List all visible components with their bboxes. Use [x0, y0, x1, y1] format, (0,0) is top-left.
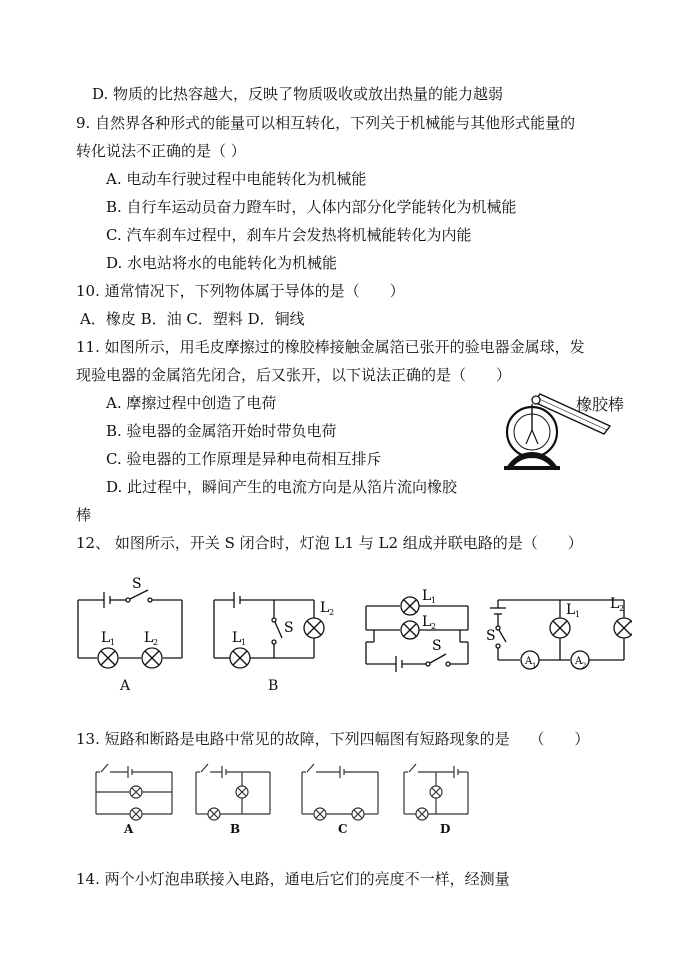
- q13-caption-a: A: [124, 822, 134, 836]
- q9-option-a: A. 电动车行驶过程中电能转化为机械能: [106, 170, 367, 188]
- q13-stem: 13. 短路和断路是电路中常见的故障，下列四幅图有短路现象的是 （ ）: [76, 730, 590, 748]
- q12-circuit-d: [484, 580, 632, 684]
- q11-stem-line1: 11. 如图所示，用毛皮摩擦过的橡胶棒接触金属箔已张开的验电器金属球，发: [76, 338, 585, 356]
- svg-text:2: 2: [582, 662, 587, 670]
- svg-text:L: L: [422, 588, 432, 604]
- q13-caption-c: C: [338, 822, 348, 836]
- rubber-rod-label: 橡胶棒: [576, 395, 625, 414]
- q12-caption-b: B: [268, 678, 279, 694]
- q10-options: A．橡皮 B．油 C．塑料 D．铜线: [80, 310, 305, 328]
- svg-text:L: L: [566, 602, 576, 618]
- q13-circuit-d: [400, 760, 484, 836]
- svg-text:2: 2: [329, 608, 335, 617]
- q9-option-c: C. 汽车刹车过程中，刹车片会发热将机械能转化为内能: [106, 226, 472, 244]
- q12-caption-a: A: [120, 678, 131, 694]
- q13-caption-b: B: [230, 822, 241, 836]
- q11-option-b: B. 验电器的金属箔开始时带负电荷: [106, 422, 337, 440]
- q8-option-d: D. 物质的比热容越大，反映了物质吸收或放出热量的能力越弱: [92, 85, 504, 103]
- svg-text:2: 2: [619, 604, 625, 613]
- q13-caption-d: D: [440, 822, 451, 836]
- q12a-switch-label: S: [132, 576, 142, 592]
- svg-text:L: L: [422, 614, 432, 630]
- svg-text:L: L: [232, 630, 242, 646]
- q12-circuit-c: [360, 586, 480, 686]
- svg-text:1: 1: [532, 662, 537, 670]
- q12-stem: 12、 如图所示，开关 S 闭合时，灯泡 L1 与 L2 组成并联电路的是（ ）: [76, 534, 583, 552]
- q12-circuit-b: [210, 586, 340, 694]
- q11-stem-line2: 现验电器的金属箔先闭合，后又张开，以下说法正确的是（ ）: [76, 366, 512, 384]
- svg-text:S: S: [432, 638, 442, 654]
- ammeter-a2-label: A: [575, 656, 583, 667]
- q11-option-c: C. 验电器的工作原理是异种电荷相互排斥: [106, 450, 382, 468]
- q12-circuit-a: [74, 574, 188, 694]
- q11-option-d: D. 此过程中，瞬间产生的电流方向是从箔片流向橡胶: [106, 478, 458, 496]
- svg-text:S: S: [486, 628, 496, 644]
- svg-text:S: S: [284, 620, 294, 636]
- q9-option-d: D. 水电站将水的电能转化为机械能: [106, 254, 338, 272]
- q10-stem: 10. 通常情况下，下列物体属于导体的是（ ）: [76, 282, 405, 300]
- q13-circuit-b: [192, 760, 276, 836]
- electroscope-figure: [496, 372, 646, 476]
- svg-text:2: 2: [153, 638, 159, 647]
- q9-option-b: B. 自行车运动员奋力蹬车时，人体内部分化学能转化为机械能: [106, 198, 517, 216]
- q9-stem-line2: 转化说法不正确的是（ ）: [76, 142, 246, 160]
- svg-text:L: L: [610, 596, 620, 612]
- svg-text:1: 1: [241, 638, 247, 647]
- q12a-l1-label: L: [101, 630, 111, 646]
- svg-text:2: 2: [431, 622, 437, 631]
- svg-text:1: 1: [110, 638, 116, 647]
- ammeter-a1-label: A: [525, 656, 533, 667]
- q13-circuit-a: [92, 760, 176, 836]
- q13-circuit-c: [298, 760, 382, 836]
- svg-text:1: 1: [431, 596, 437, 605]
- svg-text:L: L: [320, 600, 330, 616]
- q11-option-a: A. 摩擦过程中创造了电荷: [106, 394, 277, 412]
- q14-stem: 14. 两个小灯泡串联接入电路，通电后它们的亮度不一样，经测量: [76, 870, 510, 888]
- svg-text:1: 1: [575, 610, 581, 619]
- q9-stem-line1: 9. 自然界各种形式的能量可以相互转化，下列关于机械能与其他形式能量的: [76, 114, 576, 132]
- q11-option-d-wrap: 棒: [76, 506, 92, 524]
- q12a-l2-label: L: [144, 630, 154, 646]
